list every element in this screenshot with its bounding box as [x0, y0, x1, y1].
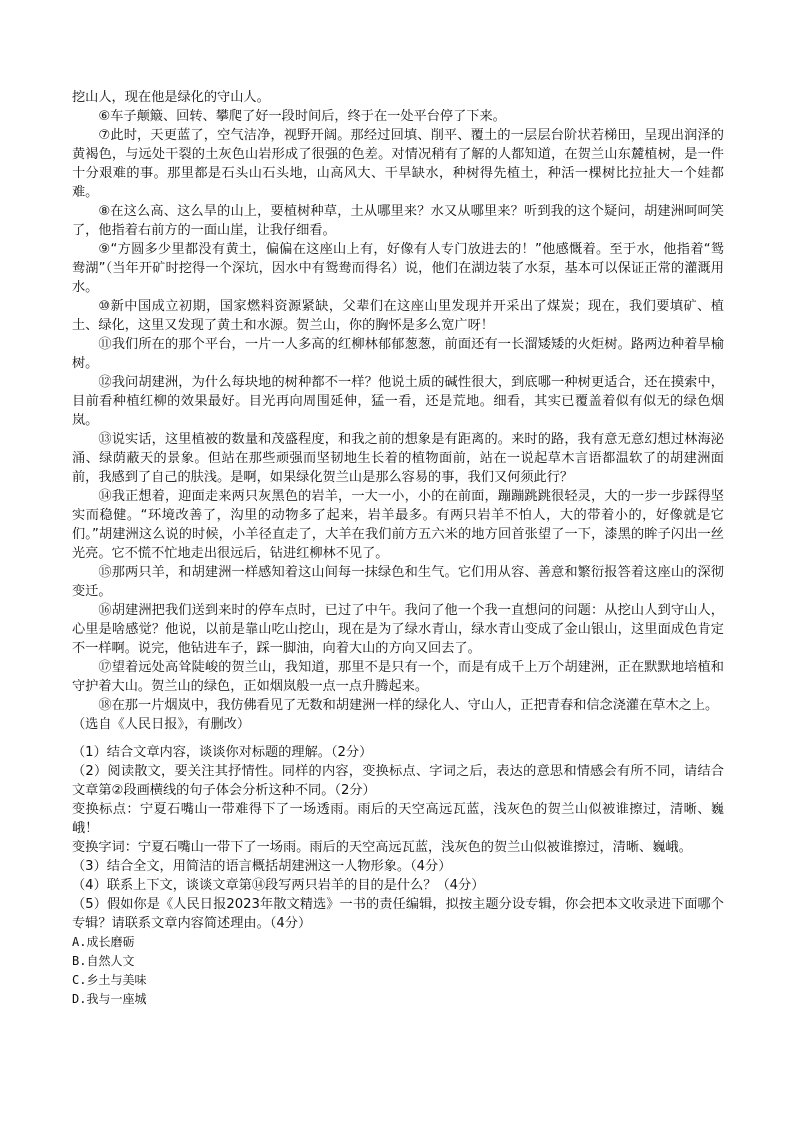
- question-1: （1）结合文章内容，谈谈你对标题的理解。（2分）: [72, 745, 373, 760]
- article-paragraph-12: ⑫我问胡建洲，为什么每块地的树种都不一样？他说土质的碱性很大，到底哪一种树更适合，还在摸索中，目前看种植红柳的效果最好。目光再向周围延伸，猛一看，还是荒地。细看，其实已覆盖着似有似无的绿色烟岚。: [72, 375, 724, 428]
- article-paragraph-16: ⑯胡建洲把我们送到来时的停车点时，已过了中午。我问了他一个我一直想问的问题：从挖山人到守山人，心里是啥感觉？他说，以前是靠山吃山挖山，现在是为了绿水青山，绿水青山变成了金山银山，这里面成色肯定不一样啊。说完，他钻进车子，踩一脚油，向着大山的方向又回去了。: [72, 603, 724, 656]
- question-2-variant-punctuation: 变换标点：宁夏石嘴山一带难得下了一场透雨。雨后的天空高远瓦蓝，浅灰色的贺兰山似被谁擦过，清晰、巍峨！: [72, 802, 724, 836]
- article-paragraph-13: ⑬说实话，这里植被的数量和茂盛程度，和我之前的想象是有距离的。来时的路，我有意无意幻想过林海泌涌、绿荫蔽天的景象。但站在那些顽强而坚韧地生长着的植物面前，站在一说起草木言语都温软了的胡建洲面前，我感到了自己的肤浅。是啊，如果绿化贺兰山是那么容易的事，我们又何须此行？: [72, 432, 724, 485]
- option-c: C.乡土与美味: [72, 973, 147, 987]
- article-paragraph-5-tail: 挖山人，现在他是绿化的守山人。: [72, 90, 270, 105]
- article-paragraph-15: ⑮那两只羊，和胡建洲一样感知着这山间每一抹绿色和生气。它们用从容、善意和繁衍报答着这座山的深彻变迁。: [72, 565, 724, 599]
- article-paragraph-17: ⑰望着远处高耸陡峻的贺兰山，我知道，那里不是只有一个，而是有成千上万个胡建洲，正在默默地培植和守护着大山。贺兰山的绿色，正如烟岚般一点一点升腾起来。: [72, 660, 724, 694]
- article-paragraph-10: ⑩新中国成立初期，国家燃料资源紧缺，父辈们在这座山里发现并开采出了煤炭；现在，我们要填矿、植土、绿化，这里又发现了黄土和水源。贺兰山，你的胸怀是多么宽广呀！: [72, 299, 724, 333]
- section-gap: [72, 734, 724, 743]
- article-paragraph-18: ⑱在那一片烟岚中，我仿佛看见了无数和胡建洲一样的绿化人、守山人，正把青春和信念浇灌在草木之上。: [98, 698, 719, 713]
- article-paragraph-14: ⑭我正想着，迎面走来两只灰黑色的岩羊，一大一小，小的在前面，蹦蹦跳跳很轻灵，大的一步一步踩得坚实而稳健。“环境改善了，沟里的动物多了起来，岩羊最多。有两只岩羊不怕人，大的带着小的，好像就是它们。”胡建洲这么说的时候，小羊径直走了，大羊在我们前方五六米的地方回首张望了一下，漆黑的眸子闪出一丝光亮。它不慌不忙地走出很远后，钻进红柳林不见了。: [72, 489, 724, 561]
- article-paragraph-7: ⑦此时，天更蓝了，空气洁净，视野开阔。那经过回填、削平、覆土的一层层台阶状若梯田，呈现出润泽的黄褐色，与远处干裂的土灰色山岩形成了很强的色差。对情况稍有了解的人都知道，在贺兰山东麓植树，是一件十分艰难的事。那里都是石头山石头地，山高风大、干旱缺水，种树得先植土，种活一棵树比拉扯大一个娃都难。: [72, 128, 724, 200]
- article-paragraph-11: ⑪我们所在的那个平台，一片一人多高的红柳林郁郁葱葱，前面还有一长溜矮矮的火炬树。路两边种着旱榆树。: [72, 337, 724, 371]
- question-2-variant-wording: 变换字词：宁夏石嘴山一带下了一场雨。雨后的天空高远瓦蓝，浅灰色的贺兰山似被谁擦过，清晰、巍峨。: [72, 840, 692, 855]
- option-d: D.我与一座城: [72, 992, 147, 1006]
- question-4: （4）联系上下文，谈谈文章第⑭段写两只岩羊的目的是什么？（4分）: [72, 878, 485, 893]
- question-3: （3）结合全文，用简洁的语言概括胡建洲这一人物形象。（4分）: [72, 859, 452, 874]
- article-source: （选自《人民日报》，有删改）: [72, 717, 251, 732]
- article-paragraph-6: ⑥车子颠簸、回转、攀爬了好一段时间后，终于在一处平台停了下来。: [98, 109, 506, 124]
- document-page: [72, 88, 724, 1009]
- option-b: B.自然人文: [72, 954, 135, 968]
- question-5: （5）假如你是《人民日报2023年散文精选》一书的责任编辑，拟按主题分设专辑，你会把本文收录进下面哪个专辑？请联系文章内容简述理由。（4分）: [72, 897, 724, 931]
- option-a: A.成长磨砺: [72, 935, 135, 949]
- article-paragraph-9: ⑨“方圆多少里都没有黄土，偏偏在这座山上有，好像有人专门放进去的！”他感慨着。至于水，他指着“鸳鸯湖”（当年开矿时挖得一个深坑，因水中有鸳鸯而得名）说，他们在湖边装了水泵，基本可以保证正常的灌溉用水。: [72, 242, 724, 295]
- article-paragraph-8: ⑧在这么高、这么旱的山上，要植树种草，土从哪里来？水又从哪里来？听到我的这个疑问，胡建洲呵呵笑了，他指着右前方的一面山崖，让我仔细看。: [72, 204, 724, 238]
- question-2: （2）阅读散文，要关注其抒情性。同样的内容，变换标点、字词之后，表达的意思和情感会有所不同，请结合文章第②段画横线的句子体会分析这种不同。（2分）: [72, 764, 724, 798]
